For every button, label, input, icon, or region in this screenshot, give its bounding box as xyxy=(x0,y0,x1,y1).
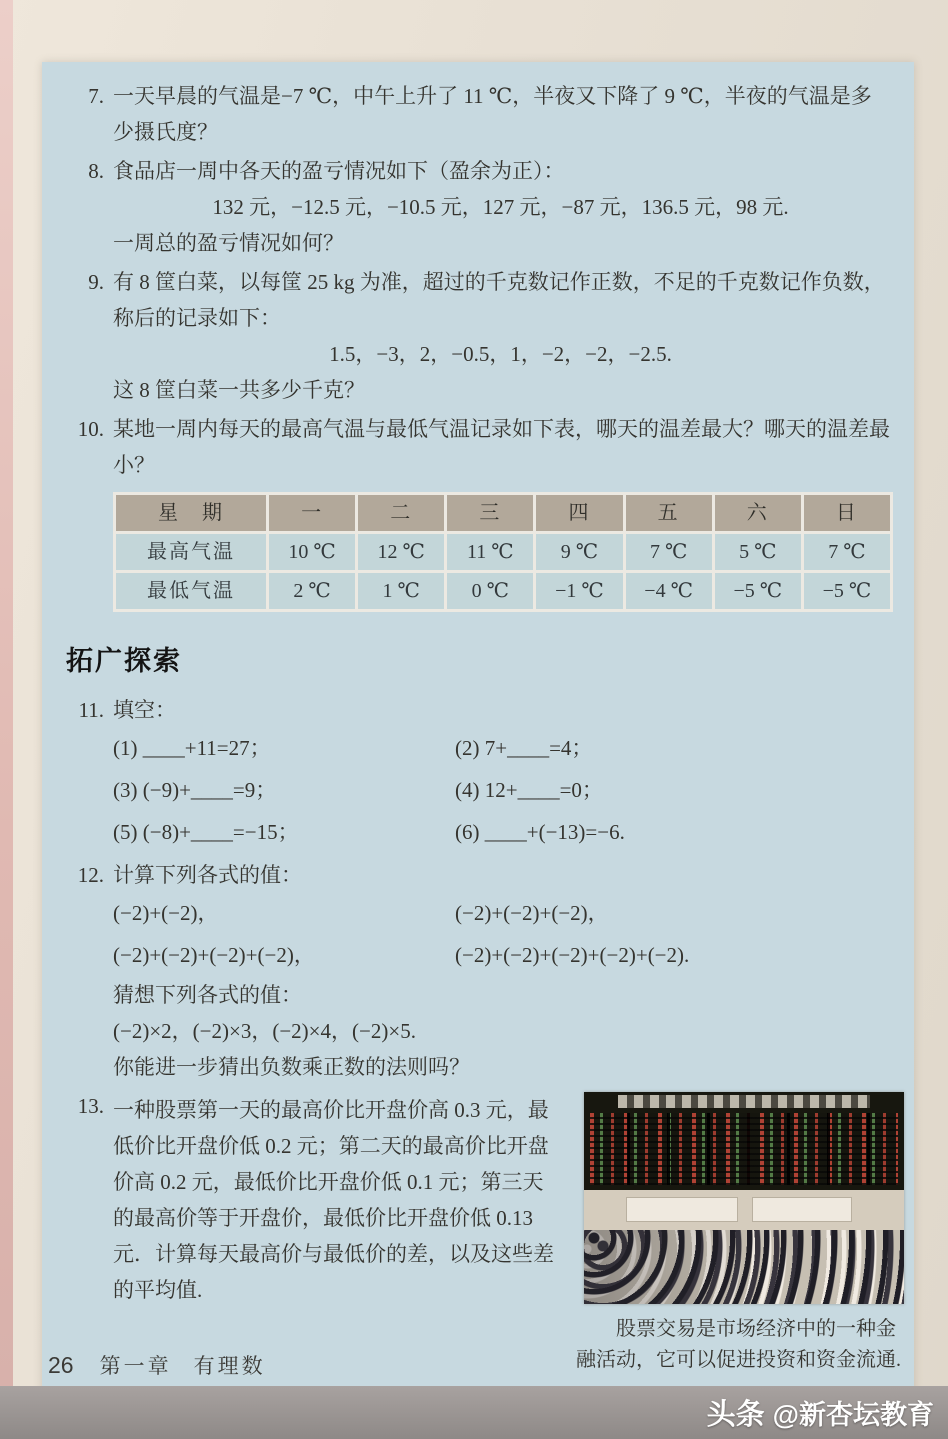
stock-exchange-photo xyxy=(584,1092,904,1304)
guess-line: (−2)×2，(−2)×3，(−2)×4，(−2)×5. xyxy=(113,1019,416,1043)
problem-13-layout xyxy=(113,1092,901,1376)
watermark-brand: 头条 xyxy=(706,1399,765,1431)
problem-title: 计算下列各式的值： xyxy=(113,863,302,887)
problem-number: 7. xyxy=(88,84,104,108)
problem-text: 某地一周内每天的最高气温与最低气温记录如下表，哪天的温差最大？哪天的温差最小？ xyxy=(113,417,890,477)
photo-caption: 股票交易是市场经济中的一种金融活动，它可以促进投资和资金流通. xyxy=(576,1318,901,1371)
page-footer xyxy=(48,1350,266,1380)
problem-10 xyxy=(64,411,888,617)
expression: (−2)+(−2)+(−2)+(−2)+(−2). xyxy=(455,943,690,967)
exercise-panel xyxy=(42,62,914,1397)
table-value-cell: −1 ℃ xyxy=(536,573,622,609)
table-value-cell: 11 ℃ xyxy=(447,534,533,570)
problem-question: 一周总的盈亏情况如何？ xyxy=(113,231,344,255)
photo-column xyxy=(576,1092,910,1376)
board-price-columns xyxy=(590,1113,898,1185)
table-value-cell: −4 ℃ xyxy=(626,573,712,609)
problem-number: 13. xyxy=(77,1094,104,1118)
problem-body xyxy=(113,1088,901,1376)
table-value-cell: −5 ℃ xyxy=(804,573,890,609)
board-title-strip xyxy=(618,1095,870,1108)
table-value-cell: −5 ℃ xyxy=(715,573,801,609)
trading-hall-wall xyxy=(584,1190,904,1230)
temperature-table xyxy=(113,492,893,612)
problem-12 xyxy=(64,857,888,1085)
problem-body xyxy=(113,264,888,408)
blank-item: (1) ____+11=27； xyxy=(113,736,271,760)
blank-item: (2) 7+____=4； xyxy=(455,736,593,760)
problem-intro: 有 8 筐白菜，以每筐 25 kg 为准，超过的千克数记作正数，不足的千克数记作负数，称后的记录如下： xyxy=(113,270,885,330)
expression: (−2)+(−2)， xyxy=(113,901,219,925)
table-value-cell: 12 ℃ xyxy=(358,534,444,570)
watermark-handle: @新杏坛教育 xyxy=(772,1400,934,1430)
table-header-cell: 三 xyxy=(447,495,533,531)
table-header-cell: 星 期 xyxy=(116,495,266,531)
table-header-row xyxy=(116,495,890,531)
table-value-cell: 10 ℃ xyxy=(269,534,355,570)
data-line: 132 元，−12.5 元，−10.5 元，127 元，−87 元，136.5 元，98 元. xyxy=(212,195,789,219)
problem-9 xyxy=(64,264,888,408)
problem-body xyxy=(113,411,893,617)
problem-question: 这 8 筐白菜一共多少千克？ xyxy=(113,378,365,402)
chapter-label: 第一章 xyxy=(99,1355,172,1378)
blank-items-grid xyxy=(113,730,888,850)
problem-question: 你能进一步猜出负数乘正数的法则吗？ xyxy=(113,1055,470,1079)
problem-body xyxy=(113,857,888,1085)
table-row xyxy=(116,534,890,570)
table-header-cell: 六 xyxy=(715,495,801,531)
table-header-cell: 二 xyxy=(358,495,444,531)
problem-intro: 食品店一周中各天的盈亏情况如下（盈余为正）： xyxy=(113,159,565,183)
table-header-cell: 五 xyxy=(626,495,712,531)
problem-7 xyxy=(64,78,888,150)
guess-title: 猜想下列各式的值： xyxy=(113,983,302,1007)
problem-number: 11. xyxy=(78,698,104,722)
problem-body xyxy=(113,153,888,261)
problem-text: 一种股票第一天的最高价比开盘价高 0.3 元，最低价比开盘价低 0.2 元；第二天的最高价比开盘价高 0.2 元，最低价比开盘价低 0.1 元；第三天的最高价等于开盘价，最低价比开盘价低 0.13 元．计算每天最高价与最低价的差，以及这些差的平均值. xyxy=(113,1098,554,1302)
table-header-cell: 四 xyxy=(536,495,622,531)
table-row xyxy=(116,573,890,609)
section-heading: 拓广探索 xyxy=(66,646,182,676)
problem-body xyxy=(113,78,888,150)
table-header-cell: 一 xyxy=(269,495,355,531)
table-value-cell: 2 ℃ xyxy=(269,573,355,609)
problem-8 xyxy=(64,153,888,261)
book-edge-strip xyxy=(0,0,13,1386)
blank-item: (6) ____+(−13)=−6. xyxy=(455,820,625,844)
table-value-cell: 7 ℃ xyxy=(804,534,890,570)
table-label-cell: 最高气温 xyxy=(116,534,266,570)
expression: (−2)+(−2)+(−2)+(−2)， xyxy=(113,943,315,967)
data-line: 1.5，−3，2，−0.5，1，−2，−2，−2.5. xyxy=(329,342,672,366)
expression-grid xyxy=(113,895,888,973)
table-value-cell: 7 ℃ xyxy=(626,534,712,570)
page-number: 26 xyxy=(48,1352,74,1378)
problem-11 xyxy=(64,692,888,854)
watermark-bar xyxy=(0,1386,948,1439)
blank-item: (5) (−8)+____=−15； xyxy=(113,820,299,844)
problem-13 xyxy=(64,1088,901,1376)
table-value-cell: 5 ℃ xyxy=(715,534,801,570)
stock-quote-board xyxy=(584,1092,904,1190)
table-label-cell: 最低气温 xyxy=(116,573,266,609)
problem-number: 10. xyxy=(77,417,104,441)
table-value-cell: 0 ℃ xyxy=(447,573,533,609)
expression: (−2)+(−2)+(−2)， xyxy=(455,901,609,925)
blank-item: (4) 12+____=0； xyxy=(455,778,603,802)
problem-body xyxy=(113,692,888,854)
table-value-cell: 1 ℃ xyxy=(358,573,444,609)
problem-number: 12. xyxy=(77,863,104,887)
table-value-cell: 9 ℃ xyxy=(536,534,622,570)
chapter-title: 有理数 xyxy=(193,1355,266,1378)
problem-text: 一天早晨的气温是−7 ℃，中午上升了 11 ℃，半夜又下降了 9 ℃，半夜的气温是多少摄氏度？ xyxy=(113,84,872,144)
problem-number: 8. xyxy=(88,159,104,183)
problem-text-column xyxy=(113,1092,576,1308)
problem-title: 填空： xyxy=(113,698,176,722)
wall-window xyxy=(626,1197,738,1222)
trading-crowd xyxy=(584,1230,904,1304)
blank-item: (3) (−9)+____=9； xyxy=(113,778,277,802)
table-header-cell: 日 xyxy=(804,495,890,531)
problem-number: 9. xyxy=(88,270,104,294)
wall-window xyxy=(752,1197,852,1222)
